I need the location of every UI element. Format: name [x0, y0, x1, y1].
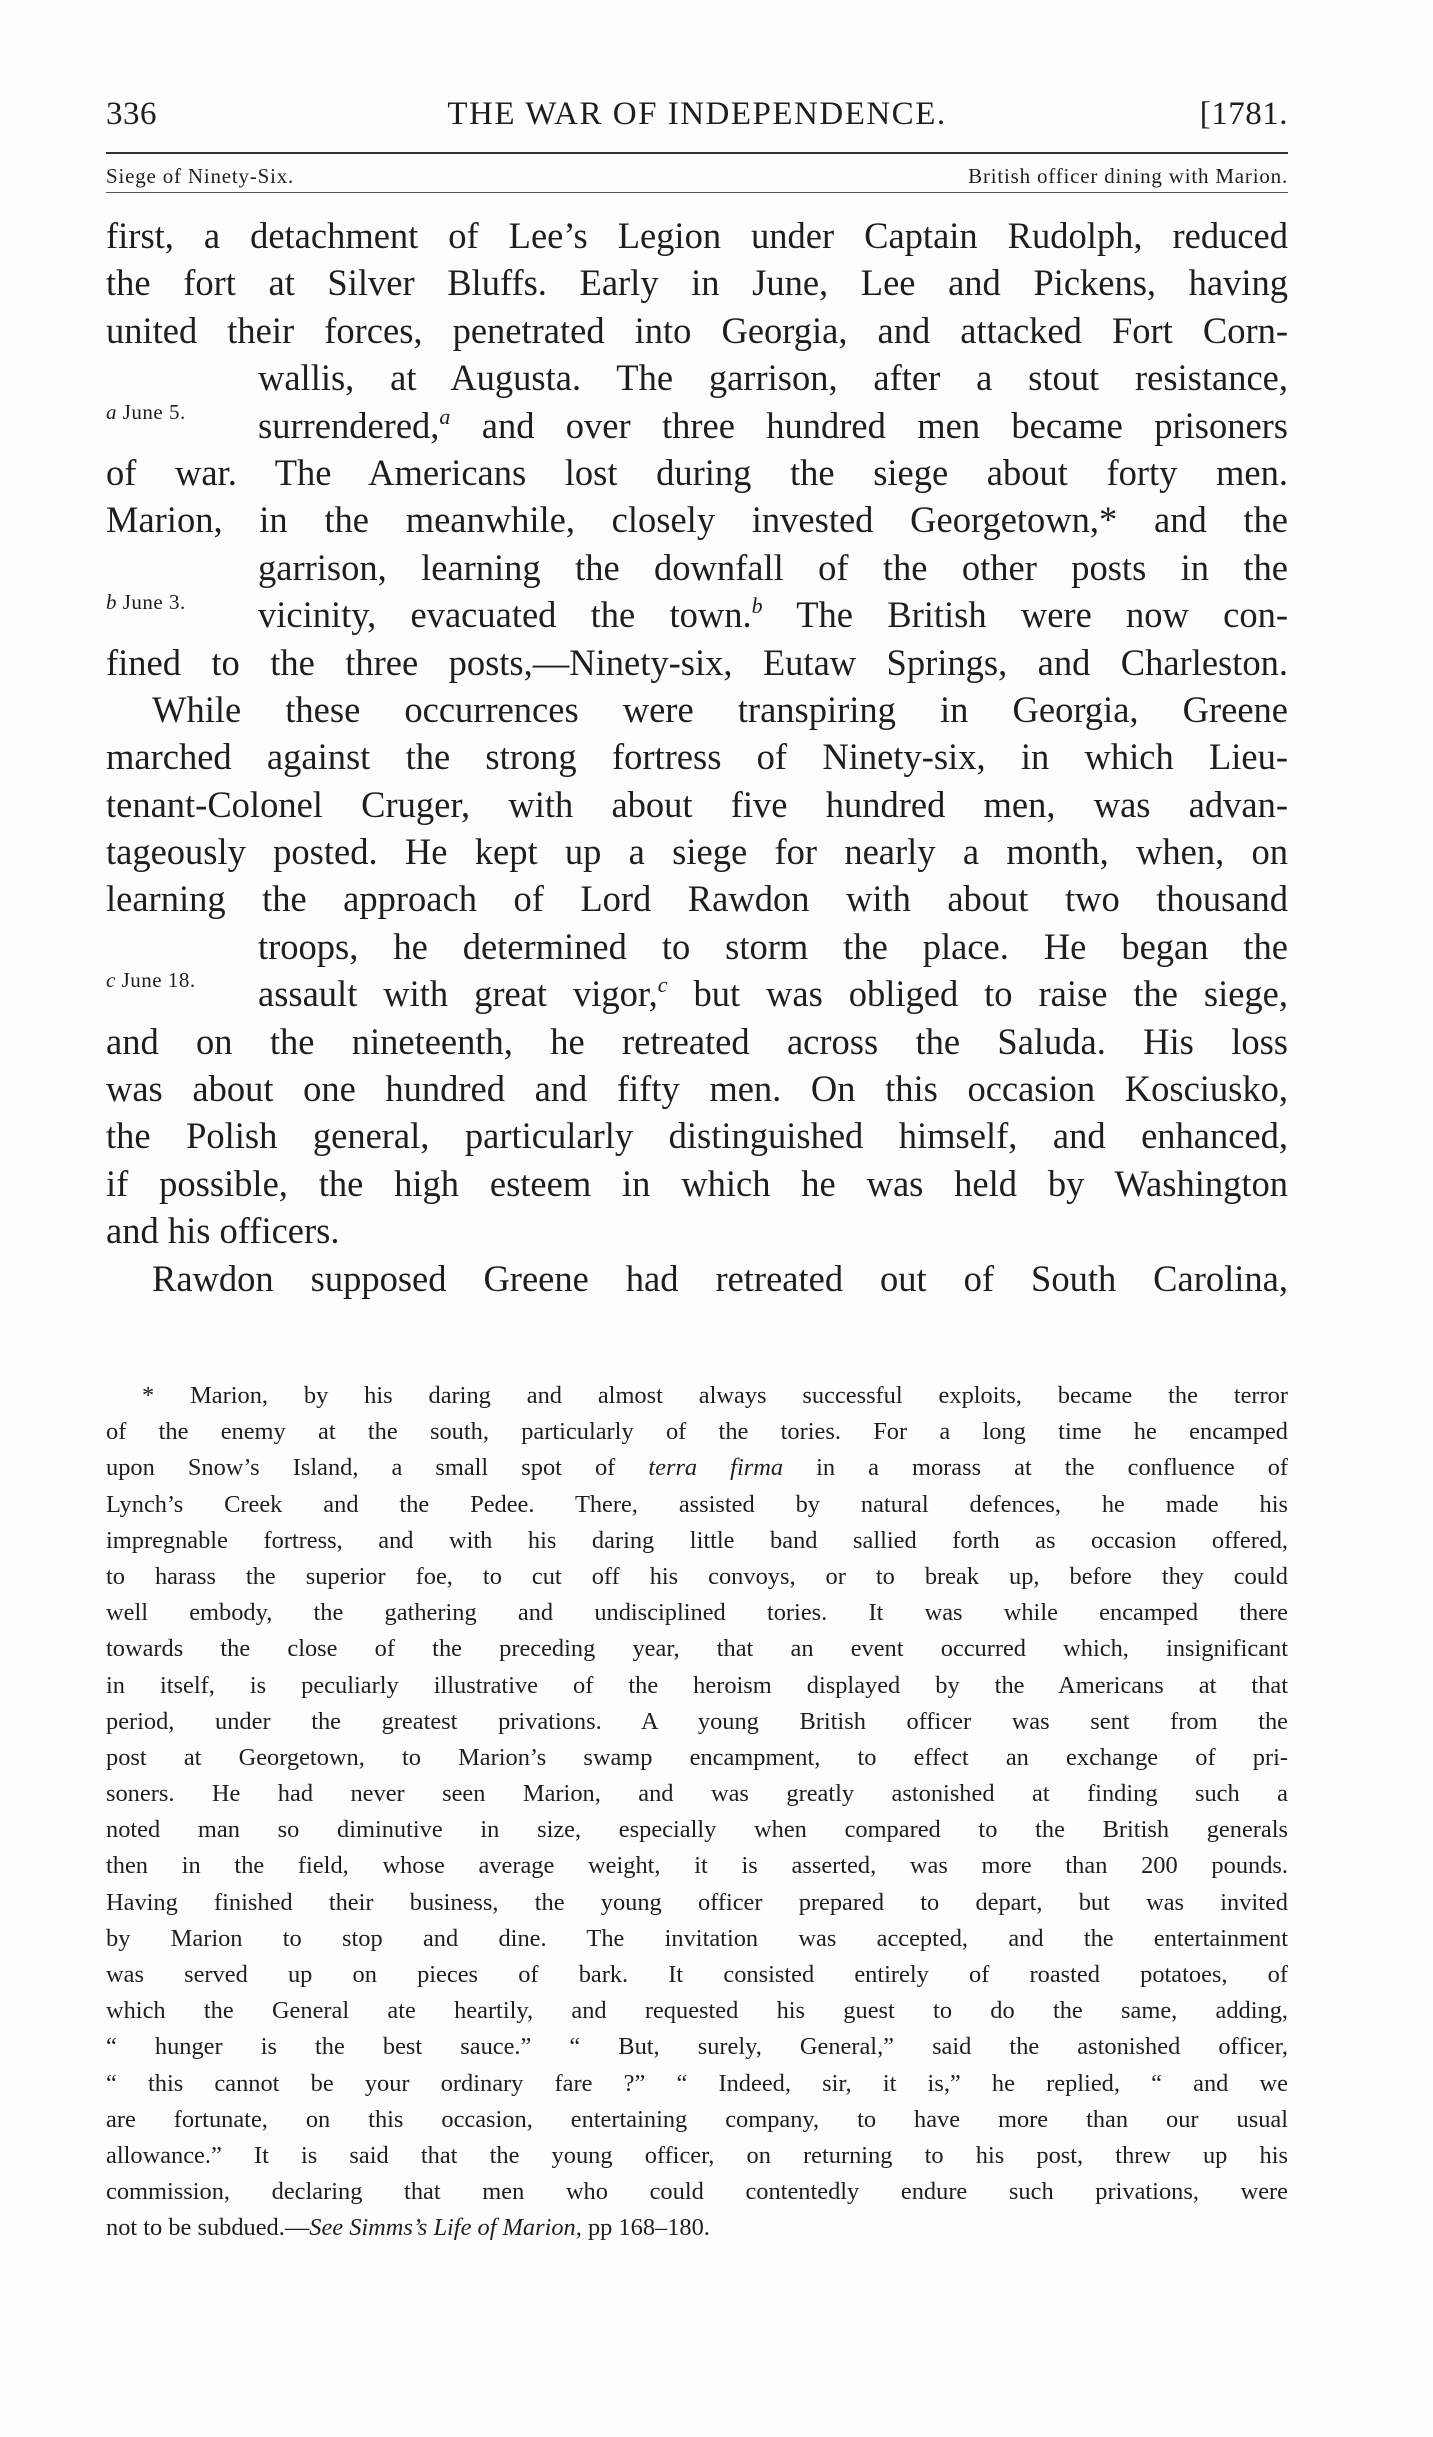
text-line: united their forces, penetrated into Georgia, and attacked Fort Corn- [106, 309, 1288, 351]
text-span: but was obliged to raise the siege, [667, 973, 1288, 1015]
text-line [106, 970, 1288, 1017]
text-line: wallis, at Augusta. The garrison, after a stout resistance, [258, 357, 1288, 399]
footnote-line: towards the close of the preceding year, that an event occurred which, insignificant [106, 1635, 1288, 1663]
text-line: the fort at Silver Bluffs. Early in June, Lee and Pickens, having [106, 262, 1288, 304]
text-line [106, 402, 1288, 449]
text-line: garrison, learning the downfall of the other posts in the [258, 546, 1288, 588]
footnote-line: * Marion, by his daring and almost always successful exploits, became the terror [142, 1382, 1288, 1409]
footnote-line [106, 1450, 1288, 1486]
subheader-right: British officer dining with Marion. [968, 164, 1288, 188]
marginal-reference-a: a [439, 403, 451, 429]
main-text [106, 212, 1288, 1302]
text-span: The British were now con- [762, 594, 1288, 636]
text-span: pp 168–180. [581, 2214, 710, 2242]
footnote-line: are fortunate, on this occasion, entertaining company, to have more than our usual [106, 2105, 1288, 2133]
text-line: Rawdon supposed Greene had retreated out of South Carolina, [152, 1257, 1288, 1299]
footnote-line: which the General ate heartily, and requested his guest to do the same, adding, [106, 1997, 1288, 2025]
section-subheader [106, 164, 1288, 190]
text-line [106, 591, 1288, 638]
header-rule [106, 152, 1288, 154]
text-line: Marion, in the meanwhile, closely invested Georgetown,* and the [106, 499, 1288, 541]
footnote-line: commission, declaring that men who could contentedly endure such privations, were [106, 2178, 1288, 2206]
footnote-line: post at Georgetown, to Marion’s swamp encampment, to effect an exchange of pri- [106, 1743, 1288, 1771]
text-span: upon Snow’s Island, a small spot of [106, 1454, 649, 1482]
footnote-line: noted man so diminutive in size, especially when compared to the British generals [106, 1816, 1288, 1844]
margin-note-letter: a [106, 400, 117, 424]
text-line: if possible, the high esteem in which he was held by Washington [106, 1162, 1288, 1204]
running-head [106, 96, 1288, 140]
footnote-line: Having finished their business, the young officer prepared to depart, but was invited [106, 1888, 1288, 1916]
text-line: tageously posted. He kept up a siege for nearly a month, when, on [106, 831, 1288, 873]
footnote-line: “ hunger is the best sauce.” “ But, surely, General,” said the astonished officer, [106, 2033, 1288, 2061]
running-year: [1781. [1199, 96, 1288, 132]
text-line: and on the nineteenth, he retreated across the Saluda. His loss [106, 1020, 1288, 1062]
footnote-line: “ this cannot be your ordinary fare ?” “ Indeed, sir, it is,” he replied, “ and we [106, 2069, 1288, 2097]
footnote-line: then in the field, whose average weight, it is asserted, was more than 200 pounds. [106, 1852, 1288, 1880]
margin-note-b [106, 590, 186, 614]
text-line: tenant-Colonel Cruger, with about five hundred men, was advan- [106, 783, 1288, 825]
text-line: marched against the strong fortress of Ninety-six, in which Lieu- [106, 736, 1288, 778]
marginal-reference-b: b [751, 593, 763, 619]
marginal-reference-c: c [657, 972, 668, 998]
page-number: 336 [106, 96, 157, 132]
running-title: THE WAR OF INDEPENDENCE. [447, 96, 947, 132]
italic-term: terra firma [648, 1454, 784, 1482]
footnote [106, 1378, 1288, 2247]
footnote-line: soners. He had never seen Marion, and was greatly astonished at finding such a [106, 1780, 1288, 1808]
text-line: first, a detachment of Lee’s Legion under Captain Rudolph, reduced [106, 215, 1288, 256]
margin-note-c [106, 968, 196, 992]
margin-note-text: June 3. [122, 590, 186, 614]
text-line: troops, he determined to storm the place. He began the [258, 925, 1288, 967]
subheader-rule [106, 192, 1288, 193]
text-line: learning the approach of Lord Rawdon with about two thousand [106, 878, 1288, 920]
citation-title: See Simms’s Life of Marion, [309, 2214, 582, 2242]
footnote-line: impregnable fortress, and with his daring little band sallied forth as occasion offered, [106, 1526, 1288, 1554]
footnote-line: in itself, is peculiarly illustrative of the heroism displayed by the Americans at that [106, 1671, 1288, 1699]
margin-note-text: June 5. [122, 400, 186, 424]
text-span: vicinity, evacuated the town. [258, 594, 752, 636]
text-line: was about one hundred and fifty men. On this occasion Kosciusko, [106, 1068, 1288, 1110]
footnote-line [106, 2210, 1288, 2246]
text-line: of war. The Americans lost during the siege about forty men. [106, 451, 1288, 493]
footnote-line: Lynch’s Creek and the Pedee. There, assisted by natural defences, he made his [106, 1490, 1288, 1518]
footnote-line: well embody, the gathering and undisciplined tories. It was while encamped there [106, 1599, 1288, 1627]
footnote-line: was served up on pieces of bark. It consisted entirely of roasted potatoes, of [106, 1961, 1288, 1988]
text-span: surrendered, [258, 404, 440, 446]
footnote-line: of the enemy at the south, particularly of the tories. For a long time he encamped [106, 1418, 1288, 1446]
text-line: the Polish general, particularly distinguished himself, and enhanced, [106, 1115, 1288, 1157]
margin-note-text: June 18. [121, 968, 196, 992]
text-line: and his officers. [106, 1210, 340, 1252]
footnote-line: period, under the greatest privations. A young British officer was sent from the [106, 1707, 1288, 1735]
margin-note-a [106, 400, 186, 424]
subheader-left: Siege of Ninety-Six. [106, 164, 295, 188]
text-span: not to be subdued.— [106, 2214, 310, 2242]
text-line: While these occurrences were transpiring in Georgia, Greene [152, 688, 1288, 730]
text-span: in a morass at the confluence of [783, 1454, 1289, 1482]
footnote-line: allowance.” It is said that the young officer, on returning to his post, threw up his [106, 2141, 1288, 2169]
margin-note-letter: b [106, 590, 117, 614]
text-span: and over three hundred men became prisoners [450, 404, 1288, 446]
footnote-line: to harass the superior foe, to cut off his convoys, or to break up, before they could [106, 1562, 1288, 1590]
margin-note-letter: c [106, 968, 116, 992]
text-line: fined to the three posts,—Ninety-six, Eutaw Springs, and Charleston. [106, 641, 1288, 683]
footnote-line: by Marion to stop and dine. The invitation was accepted, and the entertainment [106, 1924, 1288, 1952]
text-span: assault with great vigor, [258, 973, 658, 1015]
